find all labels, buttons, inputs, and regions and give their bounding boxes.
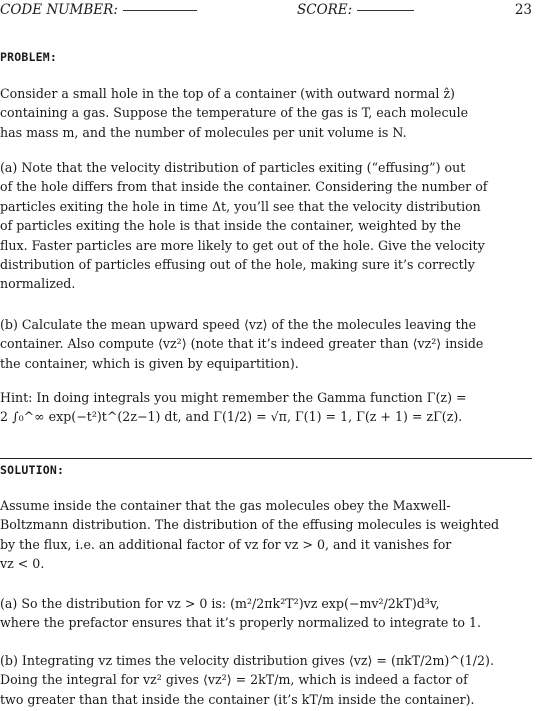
text-line: (a) Note that the velocity distribution of particles exiting (“effusing”) out (0, 160, 466, 175)
solution-intro (0, 496, 532, 574)
page-header (0, 2, 532, 20)
text-line: 2 ∫₀^∞ exp(−t²)t^(2z−1) dt, and Γ(1/2) = √π, Γ(1) = 1, Γ(z + 1) = zΓ(z). (0, 409, 463, 425)
text-line: the container, which is given by equipartition). (0, 355, 299, 371)
text-line: Hint: In doing integrals you might remember the Gamma function Γ(z) = (0, 390, 467, 405)
text-line: Consider a small hole in the top of a container (with outward normal ẑ) (0, 86, 455, 101)
score-label: SCORE: (297, 2, 353, 18)
text-line: distribution of particles effusing out of the hole, making sure it’s correctly (0, 257, 475, 273)
score-blank (357, 10, 414, 11)
problem-heading: PROBLEM: (0, 50, 57, 64)
text-line: has mass m, and the number of molecules per unit volume is N. (0, 124, 407, 140)
text-line: Doing the integral for vz² gives ⟨vz²⟩ = 2kT/m, which is indeed a factor of (0, 672, 468, 688)
code-number-field (0, 2, 197, 18)
text-line: flux. Faster particles are more likely to get out of the hole. Give the velocity (0, 237, 485, 253)
solution-part-b (0, 651, 532, 709)
text-line: (b) Calculate the mean upward speed ⟨vz⟩ of the the molecules leaving the (0, 317, 477, 332)
page-number: 23 (514, 2, 532, 18)
problem-part-a (0, 158, 532, 294)
text-line: where the prefactor ensures that it’s properly normalized to integrate to 1. (0, 615, 482, 631)
text-line: containing a gas. Suppose the temperature of the gas is T, each molecule (0, 105, 469, 121)
text-line: particles exiting the hole in time Δt, you’ll see that the velocity distribution (0, 198, 481, 214)
solution-heading: SOLUTION: (0, 463, 65, 477)
text-line: Assume inside the container that the gas molecules obey the Maxwell- (0, 498, 451, 513)
code-number-label: CODE NUMBER: (0, 2, 118, 18)
text-line: of particles exiting the hole is that inside the container, weighted by the (0, 218, 461, 234)
text-line: container. Also compute ⟨vz²⟩ (note that it’s indeed greater than ⟨vz²⟩ inside (0, 336, 484, 352)
text-line: Boltzmann distribution. The distribution of the effusing molecules is weighted (0, 517, 500, 533)
text-line: (a) So the distribution for vz > 0 is: (m²/2πk²T²)vz exp(−mv²/2kT)d³v, (0, 596, 440, 611)
text-line: normalized. (0, 276, 76, 292)
text-line: (b) Integrating vz times the velocity distribution gives ⟨vz⟩ = (πkT/2m)^(1/2). (0, 653, 494, 668)
text-line: vz < 0. (0, 556, 45, 572)
solution-part-a (0, 594, 532, 633)
score-field (297, 2, 414, 18)
text-line: of the hole differs from that inside the container. Considering the number of (0, 179, 488, 195)
text-line: two greater than that inside the container (it’s kT/m inside the container). (0, 691, 475, 707)
problem-hint (0, 388, 532, 427)
problem-part-b (0, 315, 532, 373)
problem-intro (0, 84, 532, 142)
code-number-blank (123, 10, 197, 11)
section-divider (0, 458, 532, 459)
text-line: by the flux, i.e. an additional factor of vz for vz > 0, and it vanishes for (0, 536, 452, 552)
